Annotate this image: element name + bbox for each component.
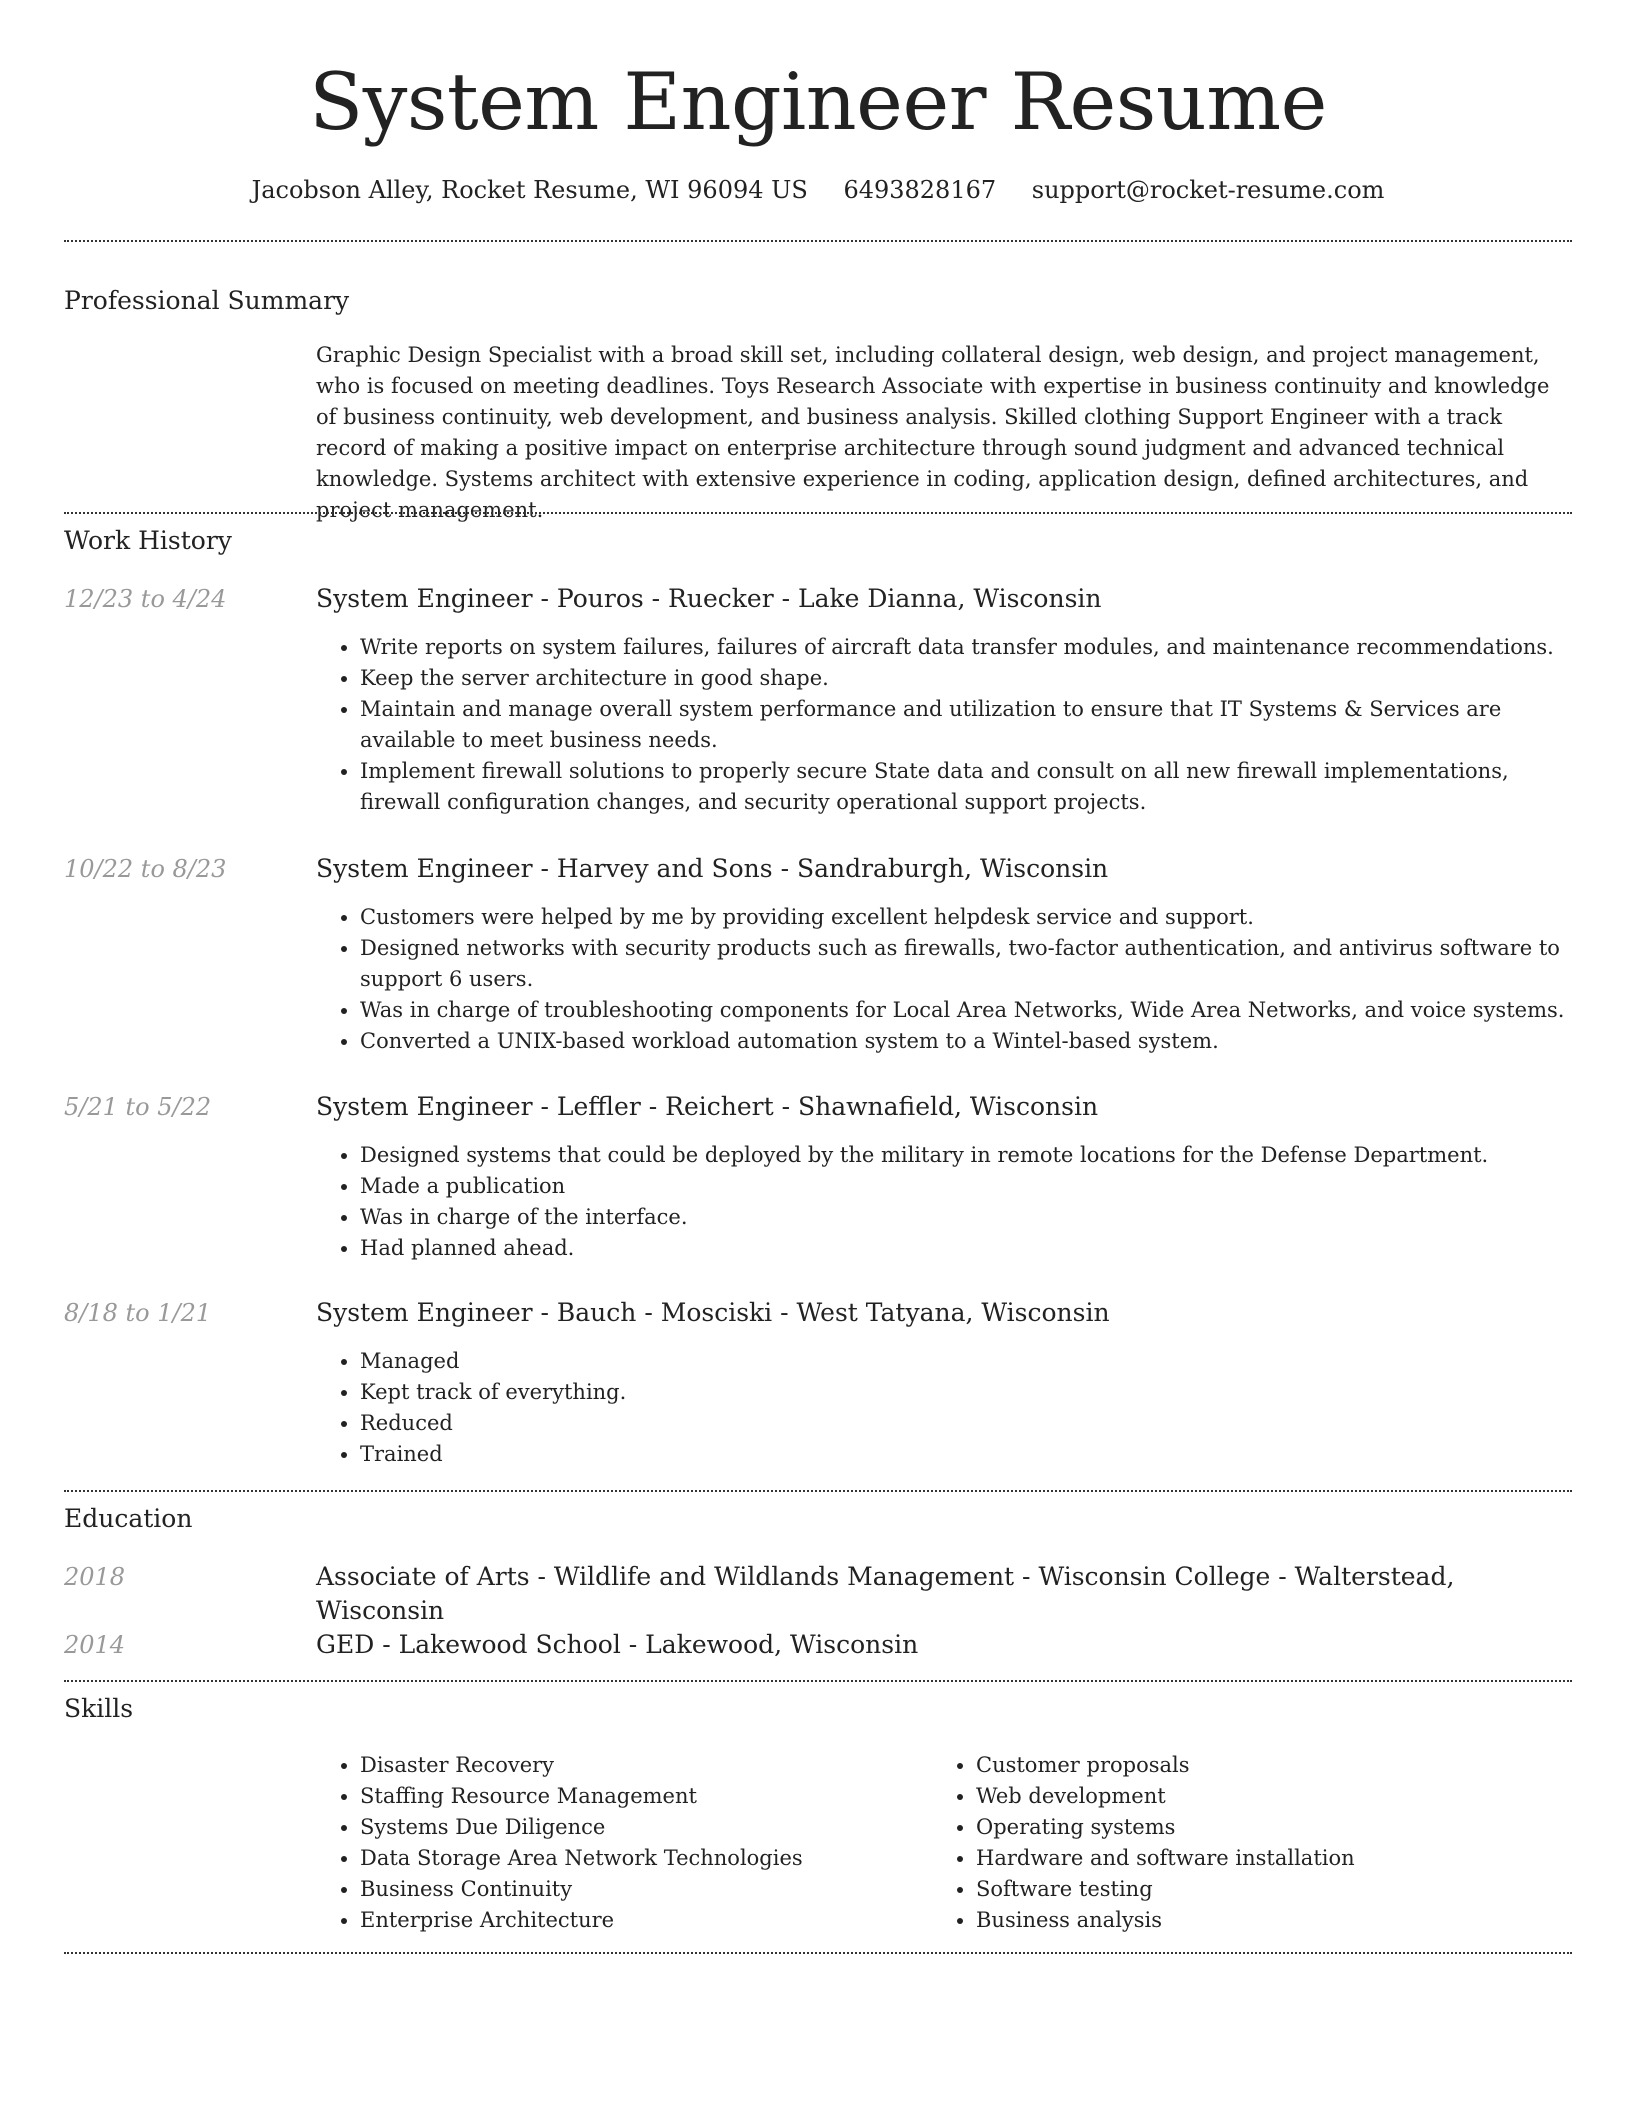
skills-list-left <box>316 1750 932 1936</box>
job-dates: 10/22 to 8/23 <box>64 855 227 883</box>
list-item: • Kept track of everything. <box>360 1377 1572 1408</box>
phone: 6493828167 <box>843 176 997 204</box>
skill-item: • Disaster Recovery <box>360 1750 932 1781</box>
skill-item: • Operating systems <box>976 1812 1572 1843</box>
divider <box>64 1952 1572 1954</box>
skill-item: • Hardware and software installation <box>976 1843 1572 1874</box>
list-item: • Had planned ahead. <box>360 1233 1572 1264</box>
skill-item: • Customer proposals <box>976 1750 1572 1781</box>
job-bullets <box>316 632 1572 818</box>
divider <box>64 1490 1572 1492</box>
page-title: System Engineer Resume <box>309 56 1327 148</box>
job-title: System Engineer - Pouros - Ruecker - Lake Dianna, Wisconsin <box>316 584 1102 613</box>
job-bullets <box>316 902 1572 1057</box>
skill-item: • Web development <box>976 1781 1572 1812</box>
job-title: System Engineer - Harvey and Sons - Sandraburgh, Wisconsin <box>316 854 1109 883</box>
list-item: • Converted a UNIX-based workload automation system to a Wintel-based system. <box>360 1026 1572 1057</box>
job-bullets <box>316 1346 1572 1470</box>
list-item: • Trained <box>360 1439 1572 1470</box>
section-title-work: Work History <box>64 526 232 555</box>
list-item: • Was in charge of troubleshooting components for Local Area Networks, Wide Area Networks, and voice systems. <box>360 995 1572 1026</box>
job-dates: 8/18 to 1/21 <box>64 1299 212 1327</box>
education-year: 2018 <box>64 1563 126 1591</box>
skill-item: • Staffing Resource Management <box>360 1781 932 1812</box>
skill-item: • Business Continuity <box>360 1874 932 1905</box>
section-title-skills: Skills <box>64 1694 134 1723</box>
section-title-summary: Professional Summary <box>64 286 350 315</box>
job-title: System Engineer - Leffler - Reichert - Shawnafield, Wisconsin <box>316 1092 1099 1121</box>
job-dates: 12/23 to 4/24 <box>64 585 227 613</box>
divider <box>64 512 1572 514</box>
list-item: • Designed systems that could be deployed by the military in remote locations for the Defense Department. <box>360 1140 1572 1171</box>
education-entry: GED - Lakewood School - Lakewood, Wisconsin <box>316 1630 919 1659</box>
list-item: • Implement firewall solutions to properly secure State data and consult on all new firewall implementations, firewall configuration changes, and security operational support projects. <box>360 756 1572 818</box>
divider <box>64 1680 1572 1682</box>
email: support@rocket-resume.com <box>1031 176 1385 204</box>
skill-item: • Software testing <box>976 1874 1572 1905</box>
contact-line <box>64 172 1572 208</box>
list-item: • Reduced <box>360 1408 1572 1439</box>
skill-item: • Systems Due Diligence <box>360 1812 932 1843</box>
job-dates: 5/21 to 5/22 <box>64 1093 212 1121</box>
skill-item: • Business analysis <box>976 1905 1572 1936</box>
skill-item: • Enterprise Architecture <box>360 1905 932 1936</box>
list-item: • Keep the server architecture in good shape. <box>360 663 1572 694</box>
list-item: • Made a publication <box>360 1171 1572 1202</box>
divider <box>64 240 1572 242</box>
job-title: System Engineer - Bauch - Mosciski - West Tatyana, Wisconsin <box>316 1298 1110 1327</box>
list-item: • Customers were helped by me by providing excellent helpdesk service and support. <box>360 902 1572 933</box>
list-item: • Managed <box>360 1346 1572 1377</box>
list-item: • Maintain and manage overall system performance and utilization to ensure that IT Systems & Services are available to meet business needs. <box>360 694 1572 756</box>
skill-item: • Data Storage Area Network Technologies <box>360 1843 932 1874</box>
address: Jacobson Alley, Rocket Resume, WI 96094 US <box>251 176 808 204</box>
education-entry: Associate of Arts - Wildlife and Wildlands Management - Wisconsin College - Walterstead, Wisconsin <box>316 1562 1455 1625</box>
list-item: • Write reports on system failures, failures of aircraft data transfer modules, and maintenance recommendations. <box>360 632 1572 663</box>
summary-text: Graphic Design Specialist with a broad skill set, including collateral design, web design, and project management, who is focused on meeting deadlines. Toys Research Associate with expertise in business continuity and knowledge of business continuity, web development, and business analysis. Skilled clothing Support Engineer with a track record of making a positive impact on enterprise architecture through sound judgment and advanced technical knowledge. Systems architect with extensive experience in coding, application design, defined architectures, and project management. <box>316 343 1550 522</box>
education-year: 2014 <box>64 1631 126 1659</box>
job-bullets <box>316 1140 1572 1264</box>
section-title-education: Education <box>64 1504 193 1533</box>
list-item: • Designed networks with security products such as firewalls, two-factor authentication, and antivirus software to support 6 users. <box>360 933 1572 995</box>
list-item: • Was in charge of the interface. <box>360 1202 1572 1233</box>
skills-list-right <box>932 1750 1572 1936</box>
